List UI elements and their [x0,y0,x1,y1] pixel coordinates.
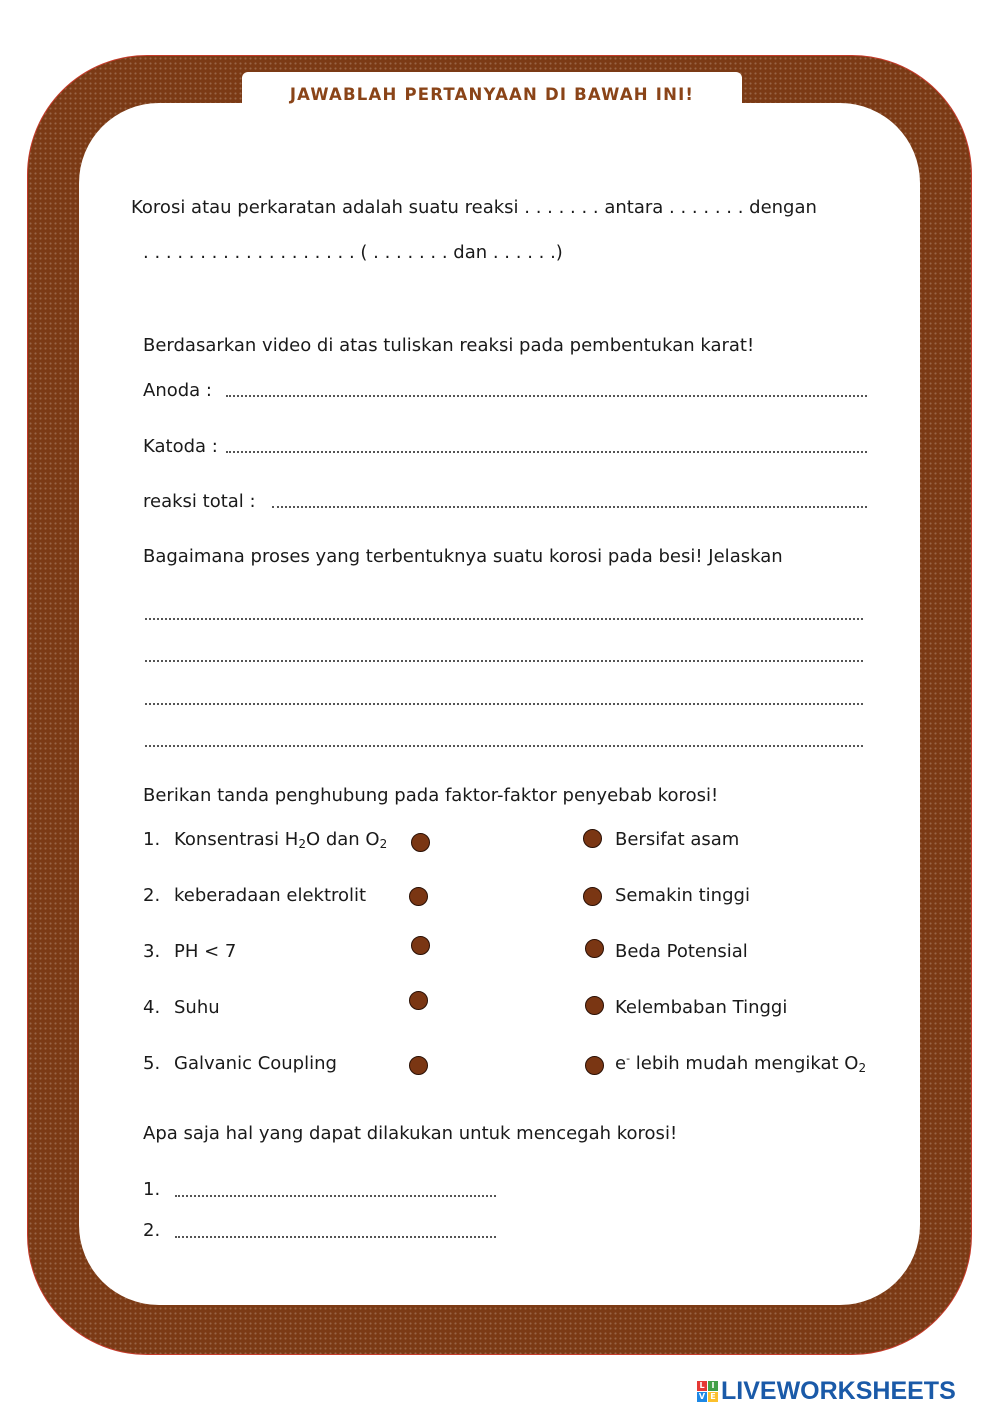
logo-text: LIVEWORKSHEETS [721,1376,956,1405]
title-tab [242,72,742,112]
left-item-num: 2. [143,885,161,906]
left-item: Galvanic Coupling [174,1053,337,1074]
left-connector-dot-2[interactable] [409,887,428,906]
right-connector-dot-2[interactable] [583,887,602,906]
katoda-answer-line[interactable] [226,451,867,453]
left-item: PH < 7 [174,941,237,962]
q5-item-num: 1. [143,1179,161,1200]
right-connector-dot-5[interactable] [585,1056,604,1075]
left-item: Suhu [174,997,220,1018]
q3-answer-line-2[interactable] [145,660,863,662]
left-item-num: 1. [143,829,161,850]
left-connector-dot-3[interactable] [411,936,430,955]
liveworksheets-logo [697,1376,956,1406]
left-connector-dot-4[interactable] [409,991,428,1010]
q3-answer-line-1[interactable] [145,618,863,620]
right-item: e- lebih mudah mengikat O2 [615,1052,867,1075]
q5-prompt: Apa saja hal yang dapat dilakukan untuk mencegah korosi! [143,1123,678,1144]
total-answer-line[interactable] [272,506,867,508]
left-item-num: 4. [143,997,161,1018]
anoda-label: Anoda : [143,380,212,401]
right-item: Bersifat asam [615,829,740,850]
right-item: Semakin tinggi [615,885,750,906]
right-item: Kelembaban Tinggi [615,997,788,1018]
page-title: JAWABLAH PERTANYAAN DI BAWAH INI! [289,85,695,104]
right-connector-dot-4[interactable] [585,996,604,1015]
q1-line1: Korosi atau perkaratan adalah suatu reaksi . . . . . . . antara . . . . . . . dengan [131,197,817,218]
left-item: Konsentrasi H2O dan O2 [174,829,388,851]
q2-prompt: Berdasarkan video di atas tuliskan reaksi pada pembentukan karat! [143,335,755,356]
q4-prompt: Berikan tanda penghubung pada faktor-faktor penyebab korosi! [143,785,719,806]
q3-answer-line-4[interactable] [145,745,863,747]
right-connector-dot-3[interactable] [585,939,604,958]
left-item-num: 3. [143,941,161,962]
q5-answer-line-2[interactable] [175,1236,496,1238]
q3-prompt: Bagaimana proses yang terbentuknya suatu korosi pada besi! Jelaskan [143,546,783,567]
left-item: keberadaan elektrolit [174,885,367,906]
left-connector-dot-1[interactable] [411,833,430,852]
right-item: Beda Potensial [615,941,748,962]
anoda-answer-line[interactable] [226,395,867,397]
right-connector-dot-1[interactable] [583,829,602,848]
left-item-num: 5. [143,1053,161,1074]
katoda-label: Katoda : [143,436,218,457]
left-connector-dot-5[interactable] [409,1056,428,1075]
q5-answer-line-1[interactable] [175,1195,496,1197]
q1-line2: . . . . . . . . . . . . . . . . . . . ( . . . . . . . dan . . . . . .) [143,242,563,263]
total-label: reaksi total : [143,491,256,512]
q3-answer-line-3[interactable] [145,703,863,705]
logo-grid-icon: L I V E [697,1381,718,1402]
q5-item-num: 2. [143,1220,161,1241]
